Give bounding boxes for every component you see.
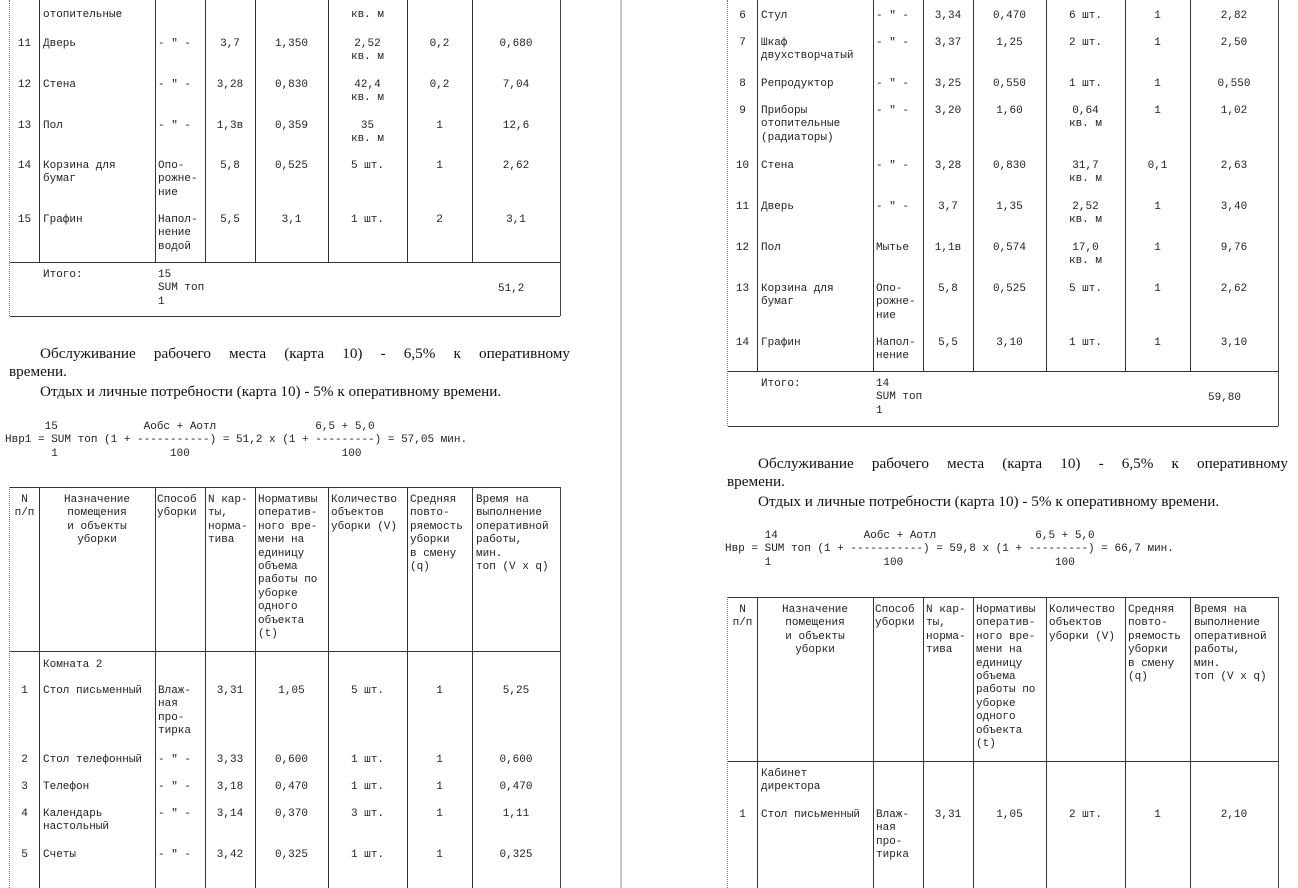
row-card: 3,14 (216, 808, 244, 820)
row-time: 2,62 (1220, 283, 1248, 295)
row-name: отопительные (43, 9, 123, 21)
header-method: Способ уборки (157, 494, 197, 520)
row-card: 5,5 (938, 337, 958, 349)
header-method: Способ уборки (875, 604, 915, 630)
row-method: - " - (876, 160, 910, 172)
row-method: - " - (158, 808, 192, 820)
row-number: 10 (735, 160, 750, 172)
header-norm: Нормативы оператив- ного вре- мени на единицу объема работы по уборке одного объекта (t) (976, 604, 1036, 751)
row-time: 3,1 (506, 214, 526, 226)
norm-formula: 14 Аобс + Аотл 6,5 + 5,0 Нвр = SUM топ (1 + -----------) = 59,8 х (1 + ---------) = 66,7 мин. 1 100 100 (725, 530, 1174, 569)
row-method: Напол- нение водой (158, 214, 198, 253)
row-repeat: 1 (1154, 78, 1161, 90)
row-method: Влаж- ная про- тирка (158, 685, 192, 738)
row-number: 8 (739, 78, 746, 90)
header-card: N кар- ты, норма- тива (926, 604, 966, 657)
row-qty: 5 шт. (350, 160, 384, 172)
row-number: 14 (735, 337, 750, 349)
row-norm: 1,35 (996, 201, 1023, 213)
row-norm: 1,350 (274, 38, 308, 50)
row-number: 13 (735, 283, 750, 295)
row-time: 1,02 (1220, 105, 1248, 117)
row-card: 3,28 (934, 160, 962, 172)
row-repeat: 0,2 (429, 38, 450, 50)
row-name: Стул (761, 10, 788, 22)
row-card: 3,37 (934, 37, 962, 49)
row-number: 13 (17, 120, 32, 132)
row-norm: 0,830 (274, 79, 308, 91)
row-qty: 1 шт. (1068, 78, 1102, 90)
header-time: Время на выполнение оперативной работы, мин. топ (V х q) (476, 494, 549, 574)
row-repeat: 1 (436, 120, 443, 132)
row-qty: 2 шт. (1068, 37, 1102, 49)
row-method: - " - (876, 201, 910, 213)
row-time: 0,325 (499, 849, 533, 861)
row-number: 3 (21, 781, 28, 793)
row-name: Календарь настольный (43, 808, 110, 834)
row-name: Стол телефонный (43, 754, 143, 766)
row-card: 3,7 (938, 201, 958, 213)
row-card: 3,28 (216, 79, 244, 91)
row-norm: 0,359 (274, 120, 308, 132)
service-paragraph-end: времени. (727, 473, 785, 490)
row-number: 7 (739, 37, 746, 49)
row-qty: 31,7 кв. м (1068, 160, 1102, 186)
row-repeat: 1 (436, 160, 443, 172)
cleaning-table-continued (727, 0, 1279, 426)
row-method: - " - (876, 37, 910, 49)
row-norm: 0,370 (274, 808, 308, 820)
row-card: 3,18 (216, 781, 244, 793)
row-card: 1,3в (216, 120, 244, 132)
row-qty: 5 шт. (1068, 283, 1102, 295)
total-sum-formula: 15 SUM топ 1 (158, 269, 205, 308)
row-name: Корзина для бумаг (43, 160, 116, 186)
row-method: Напол- нение (876, 337, 916, 363)
row-card: 3,31 (934, 809, 962, 821)
total-label: Итого: (43, 269, 83, 281)
row-method: - " - (876, 105, 910, 117)
rest-paragraph: Отдых и личные потребности (карта 10) - 5% к оперативному времени. (40, 383, 502, 400)
row-method: Опо- рожне- ние (876, 283, 916, 322)
total-value: 51,2 (498, 283, 525, 295)
row-repeat: 1 (436, 849, 443, 861)
row-number: 5 (21, 849, 28, 861)
row-number: 9 (739, 105, 746, 117)
row-norm: 0,470 (274, 781, 308, 793)
row-method: Влаж- ная про- тирка (876, 809, 910, 862)
row-method: Опо- рожне- ние (158, 160, 198, 199)
row-qty: 1 шт. (350, 849, 384, 861)
row-repeat: 1 (1154, 283, 1161, 295)
cleaning-table-continued (9, 0, 561, 316)
row-norm: 1,60 (996, 105, 1023, 117)
row-time: 3,40 (1220, 201, 1248, 213)
header-number: N п/п (14, 494, 35, 520)
row-norm: 1,25 (996, 37, 1023, 49)
header-number: N п/п (732, 604, 753, 630)
header-name: Назначение помещения и объекты уборки (63, 494, 130, 547)
row-name: Стол письменный (43, 685, 143, 697)
row-norm: 0,574 (992, 242, 1026, 254)
service-paragraph: Обслуживание рабочего места (карта 10) - 6,5% к оперативному (40, 345, 570, 362)
section-label: Комната 2 (43, 659, 103, 671)
row-name: Дверь (43, 38, 77, 50)
row-method: - " - (158, 754, 192, 766)
row-qty: 1 шт. (350, 754, 384, 766)
row-qty: 2 шт. (1068, 809, 1102, 821)
rest-paragraph: Отдых и личные потребности (карта 10) - 5% к оперативному времени. (758, 493, 1220, 510)
header-time: Время на выполнение оперативной работы, мин. топ (V х q) (1194, 604, 1267, 684)
row-repeat: 1 (1154, 105, 1161, 117)
row-number: 11 (17, 38, 32, 50)
row-number: 15 (17, 214, 32, 226)
row-number: 14 (17, 160, 32, 172)
row-card: 3,33 (216, 754, 244, 766)
total-value: 59,80 (1208, 392, 1242, 404)
row-card: 3,42 (216, 849, 244, 861)
row-card: 1,1в (934, 242, 962, 254)
row-repeat: 1 (1154, 10, 1161, 22)
header-norm: Нормативы оператив- ного вре- мени на единицу объема работы по уборке одного объекта (t) (258, 494, 318, 641)
row-repeat: 0,2 (429, 79, 450, 91)
row-qty: 17,0 кв. м (1068, 242, 1102, 268)
row-time: 5,25 (502, 685, 530, 697)
row-card: 3,31 (216, 685, 244, 697)
row-number: 4 (21, 808, 28, 820)
row-qty: 42,4 кв. м (350, 79, 384, 105)
row-time: 0,550 (1217, 78, 1251, 90)
row-qty: 3 шт. (350, 808, 384, 820)
row-card: 5,8 (220, 160, 240, 172)
row-method: - " - (876, 78, 910, 90)
row-name: Счеты (43, 849, 77, 861)
row-time: 7,04 (502, 79, 530, 91)
row-norm: 1,05 (996, 809, 1023, 821)
row-time: 0,680 (499, 38, 533, 50)
header-qty: Количество объектов уборки (V) (1049, 604, 1116, 643)
service-paragraph: Обслуживание рабочего места (карта 10) - 6,5% к оперативному (758, 455, 1288, 472)
row-time: 2,10 (1220, 809, 1248, 821)
row-name: Графин (43, 214, 83, 226)
row-time: 9,76 (1220, 242, 1248, 254)
header-repeat: Средняя повто- ряемость уборки в смену (q) (410, 494, 463, 574)
row-norm: 3,10 (996, 337, 1023, 349)
row-card: 3,7 (220, 38, 240, 50)
row-norm: 1,05 (278, 685, 305, 697)
row-repeat: 1 (436, 781, 443, 793)
row-repeat: 1 (436, 808, 443, 820)
row-name: Шкаф двухстворчатый (761, 37, 854, 63)
row-method: - " - (158, 38, 192, 50)
row-card: 3,34 (934, 10, 962, 22)
total-sum-formula: 14 SUM топ 1 (876, 378, 923, 417)
row-number: 1 (739, 809, 746, 821)
page-left (0, 0, 620, 888)
cleaning-table-room-2 (9, 487, 561, 888)
row-time: 0,600 (499, 754, 533, 766)
row-qty: 2,52 кв. м (1068, 201, 1102, 227)
row-norm: 0,470 (992, 10, 1026, 22)
row-qty: 1 шт. (350, 781, 384, 793)
row-time: 2,62 (502, 160, 530, 172)
row-norm: 0,325 (274, 849, 308, 861)
service-paragraph-end: времени. (9, 363, 67, 380)
row-time: 3,10 (1220, 337, 1248, 349)
norm-formula: 15 Аобс + Аотл 6,5 + 5,0 Нвр1 = SUM топ (1 + -----------) = 51,2 х (1 + ---------) = 57,05 мин. 1 100 100 (5, 421, 468, 460)
row-method: - " - (158, 79, 192, 91)
section-label: Кабинет директора (761, 768, 821, 794)
row-qty: 0,64 кв. м (1068, 105, 1102, 131)
row-repeat: 0,1 (1147, 160, 1168, 172)
row-name: Стена (43, 79, 77, 91)
row-qty: 2,52 кв. м (350, 38, 384, 64)
row-time: 2,63 (1220, 160, 1248, 172)
row-qty: 1 шт. (350, 214, 384, 226)
row-repeat: 1 (1154, 242, 1161, 254)
row-repeat: 1 (436, 754, 443, 766)
row-name: Пол (43, 120, 63, 132)
row-time: 2,50 (1220, 37, 1248, 49)
row-qty: кв. м (350, 9, 384, 21)
row-method: - " - (158, 120, 192, 132)
header-qty: Количество объектов уборки (V) (331, 494, 398, 533)
row-number: 6 (739, 10, 746, 22)
row-repeat: 1 (436, 685, 443, 697)
row-number: 11 (735, 201, 750, 213)
row-norm: 0,525 (274, 160, 308, 172)
row-number: 1 (21, 685, 28, 697)
row-repeat: 1 (1154, 37, 1161, 49)
row-qty: 35 кв. м (350, 120, 384, 146)
row-time: 1,11 (502, 808, 530, 820)
row-repeat: 2 (436, 214, 443, 226)
row-card: 5,5 (220, 214, 240, 226)
row-card: 3,25 (934, 78, 962, 90)
row-number: 12 (735, 242, 750, 254)
row-name: Репродуктор (761, 78, 834, 90)
row-name: Стол письменный (761, 809, 861, 821)
row-method: - " - (158, 849, 192, 861)
row-norm: 0,550 (992, 78, 1026, 90)
row-method: - " - (158, 781, 192, 793)
row-name: Пол (761, 242, 781, 254)
row-qty: 5 шт. (350, 685, 384, 697)
row-norm: 0,600 (274, 754, 308, 766)
row-repeat: 1 (1154, 337, 1161, 349)
row-method: - " - (876, 10, 910, 22)
total-label: Итого: (761, 378, 801, 390)
row-norm: 3,1 (281, 214, 302, 226)
row-name: Телефон (43, 781, 90, 793)
page-right (622, 0, 1298, 888)
row-qty: 1 шт. (1068, 337, 1102, 349)
header-card: N кар- ты, норма- тива (208, 494, 248, 547)
row-number: 2 (21, 754, 28, 766)
row-norm: 0,525 (992, 283, 1026, 295)
row-time: 2,82 (1220, 10, 1248, 22)
row-repeat: 1 (1154, 809, 1161, 821)
row-number: 12 (17, 79, 32, 91)
row-norm: 0,830 (992, 160, 1026, 172)
row-time: 0,470 (499, 781, 533, 793)
row-time: 12,6 (502, 120, 530, 132)
row-name: Приборы отопительные (радиаторы) (761, 105, 841, 144)
row-method: Мытье (876, 242, 910, 254)
row-card: 5,8 (938, 283, 958, 295)
cleaning-table-director-office (727, 597, 1279, 888)
row-name: Графин (761, 337, 801, 349)
row-repeat: 1 (1154, 201, 1161, 213)
row-qty: 6 шт. (1068, 10, 1102, 22)
row-name: Стена (761, 160, 795, 172)
row-card: 3,20 (934, 105, 962, 117)
row-name: Дверь (761, 201, 795, 213)
header-name: Назначение помещения и объекты уборки (781, 604, 848, 657)
header-repeat: Средняя повто- ряемость уборки в смену (q) (1128, 604, 1181, 684)
row-name: Корзина для бумаг (761, 283, 834, 309)
